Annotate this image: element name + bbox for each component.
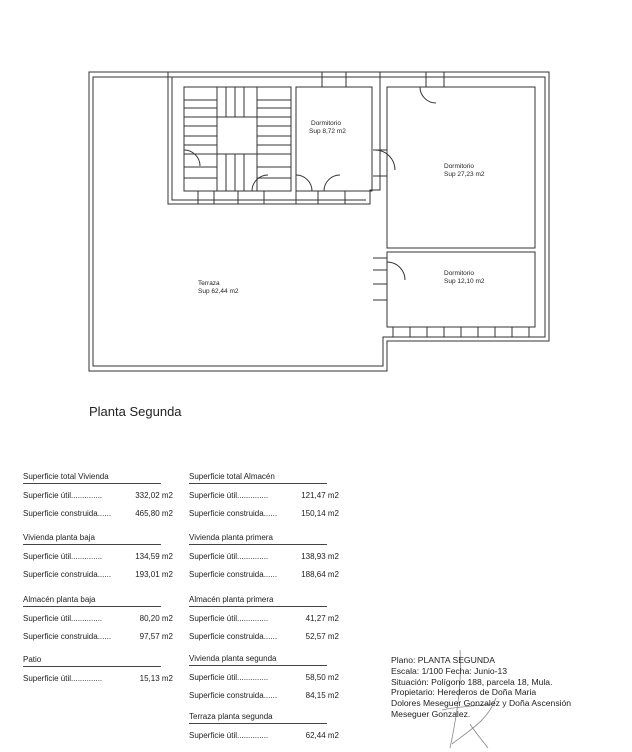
table-title: Patio [23, 656, 161, 667]
plan-heading: Planta Segunda [89, 404, 182, 419]
area-table [189, 655, 339, 710]
table-row: Superficie construida...... 52,57 m2 [189, 632, 339, 641]
room-area: Sup 62,44 m2 [198, 288, 239, 295]
table-title: Terraza planta segunda [189, 713, 327, 724]
table-title: Vivienda planta baja [23, 534, 161, 545]
table-row: Superficie construida...... 188,64 m2 [189, 570, 339, 579]
staircase [184, 87, 291, 191]
table-row: Superficie construida...... 193,01 m2 [23, 570, 173, 579]
room-area: Sup 8,72 m2 [309, 128, 346, 135]
table-row: Superficie útil.............. 332,02 m2 [23, 491, 173, 500]
table-row: Superficie útil.............. 80,20 m2 [23, 614, 173, 623]
owner-line: Meseguer Gonzalez. [391, 708, 471, 719]
area-table [189, 596, 339, 651]
room-name: Dormitorio [444, 163, 474, 170]
owner-line: Propietario: Herederos de Doña Maria [391, 687, 537, 698]
room-name: Dormitorio [444, 270, 474, 277]
outer-wall [89, 72, 549, 371]
area-table [189, 473, 339, 528]
location: Situación: Polígono 188, parcela 18, Mula. [391, 676, 553, 687]
title-block [391, 655, 571, 720]
central-block-wall [168, 72, 380, 204]
owner-line: Dolores Meseguer Gonzalez y Doña Ascensión [391, 698, 572, 709]
area-table [189, 713, 339, 750]
table-row: Superficie útil.............. 134,59 m2 [23, 552, 173, 561]
table-row: Superficie útil.............. 58,50 m2 [189, 673, 339, 682]
area-table [23, 473, 173, 528]
table-title: Superficie total Almacén [189, 473, 327, 484]
area-table [23, 596, 173, 651]
room-name: Dormitorio [311, 120, 341, 127]
table-title: Almacén planta baja [23, 596, 161, 607]
table-row: Superficie construida...... 84,15 m2 [189, 691, 339, 700]
table-row: Superficie construida...... 465,80 m2 [23, 509, 173, 518]
table-title: Almacén planta primera [189, 596, 327, 607]
room-area: Sup 12,10 m2 [444, 278, 485, 285]
area-table [189, 534, 339, 589]
table-row: Superficie construida...... 97,57 m2 [23, 632, 173, 641]
plan-name: Plano: PLANTA SEGUNDA [391, 655, 495, 665]
table-row: Superficie útil.............. 138,93 m2 [189, 552, 339, 561]
table-row: Superficie construida...... 150,14 m2 [189, 509, 339, 518]
table-title: Vivienda planta primera [189, 534, 327, 545]
table-row: Superficie útil.............. 121,47 m2 [189, 491, 339, 500]
area-table [23, 656, 173, 693]
area-table [23, 534, 173, 589]
room-name: Terraza [198, 280, 220, 287]
table-title: Vivienda planta segunda [189, 655, 327, 666]
scale-date: Escala: 1/100 Fecha: Junio-13 [391, 665, 508, 676]
table-row: Superficie útil.............. 41,27 m2 [189, 614, 339, 623]
table-row: Superficie útil.............. 15,13 m2 [23, 674, 173, 683]
table-title: Superficie total Vivienda [23, 473, 161, 484]
room-dormitorio-3 [387, 252, 535, 327]
room-dormitorio-1 [296, 87, 372, 191]
table-row: Superficie útil.............. 62,44 m2 [189, 731, 339, 740]
room-area: Sup 27,23 m2 [444, 171, 485, 178]
